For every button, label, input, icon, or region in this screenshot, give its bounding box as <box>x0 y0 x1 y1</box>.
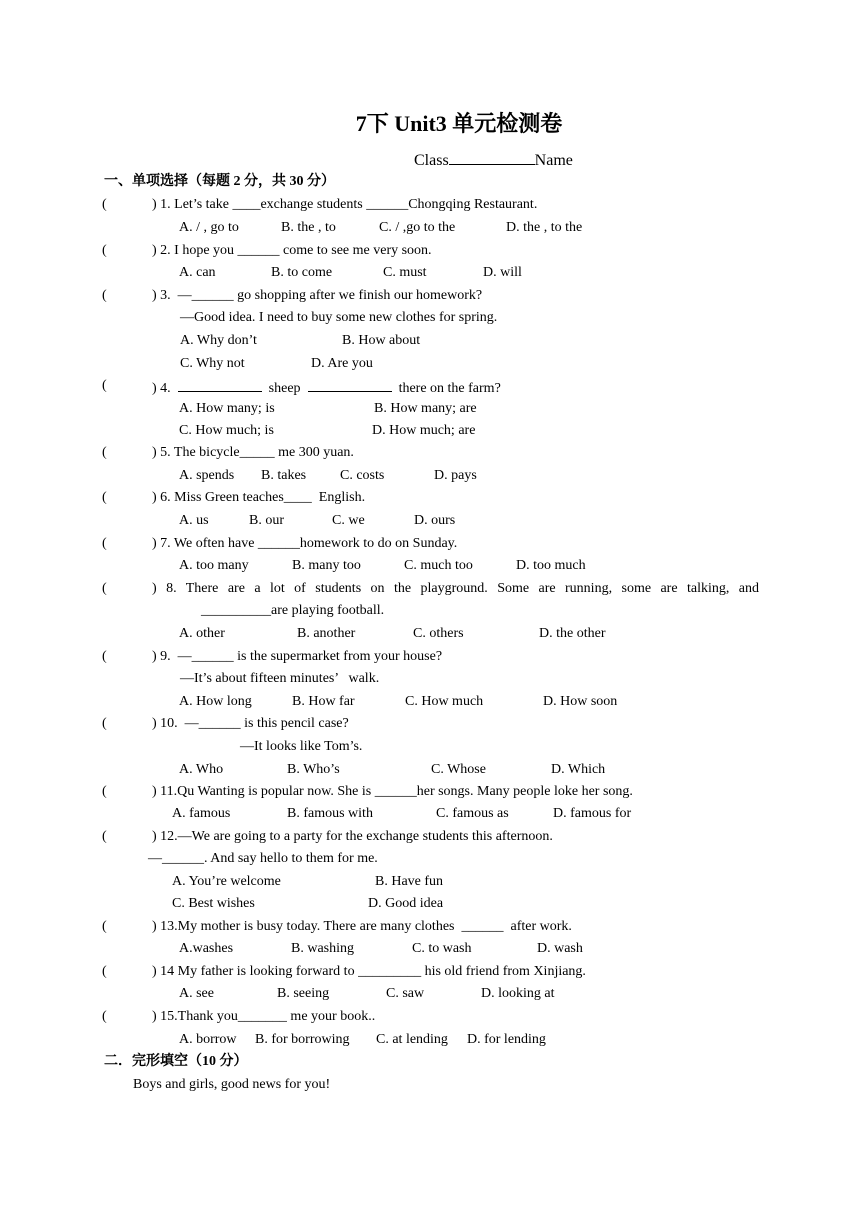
q9-option-a: A. How long <box>179 694 252 709</box>
name-label: Name <box>534 152 573 169</box>
q15-option-a: A. borrow <box>179 1032 237 1047</box>
question-14-stem: ) 14 My father is looking forward to _________ his old friend from Xinjiang. <box>152 964 586 979</box>
answer-paren: ( <box>102 581 107 596</box>
q2-option-b: B. to come <box>271 265 333 280</box>
q14-option-d: D. looking at <box>481 986 555 1001</box>
answer-paren: ( <box>102 964 107 979</box>
section-2-intro: Boys and girls, good news for you! <box>133 1077 331 1092</box>
question-4-stem <box>152 377 501 398</box>
question-10-reply: —It looks like Tom’s. <box>240 739 363 754</box>
class-label: Class <box>414 152 449 169</box>
question-11-stem: ) 11.Qu Wanting is popular now. She is ______her songs. Many people loke her song. <box>152 784 633 799</box>
q13-option-b: B. washing <box>291 941 354 956</box>
q8-option-a: A. other <box>179 626 225 641</box>
answer-paren: ( <box>102 536 107 551</box>
q6-option-a: A. us <box>179 513 209 528</box>
page-title: 7下 Unit3 单元检测卷 <box>355 111 563 136</box>
question-5-stem: ) 5. The bicycle_____ me 300 yuan. <box>152 445 354 460</box>
question-1-stem: ) 1. Let’s take ____exchange students ______Chongqing Restaurant. <box>152 197 538 212</box>
q4-option-a: A. How many; is <box>179 401 275 416</box>
class-name-line <box>414 150 573 171</box>
q3-option-d: D. Are you <box>311 356 373 371</box>
question-2-stem: ) 2. I hope you ______ come to see me very soon. <box>152 243 432 258</box>
q5-option-d: D. pays <box>434 468 477 483</box>
q6-option-d: D. ours <box>414 513 456 528</box>
q9-option-c: C. How much <box>405 694 484 709</box>
q11-option-a: A. famous <box>172 806 231 821</box>
q6-option-c: C. we <box>332 513 365 528</box>
q12-option-a: A. You’re welcome <box>172 874 281 889</box>
q12-option-b: B. Have fun <box>375 874 444 889</box>
q12-option-c: C. Best wishes <box>172 896 255 911</box>
section-1-heading: 一、单项选择（每题 2 分，共 30 分） <box>104 174 335 189</box>
q15-option-d: D. for lending <box>467 1032 546 1047</box>
q15-option-b: B. for borrowing <box>255 1032 350 1047</box>
answer-paren: ( <box>102 288 107 303</box>
q5-option-b: B. takes <box>261 468 307 483</box>
q4-stem-word: sheep <box>268 381 301 396</box>
q11-option-c: C. famous as <box>436 806 509 821</box>
q15-option-c: C. at lending <box>376 1032 448 1047</box>
question-8-continued: __________are playing football. <box>201 603 385 618</box>
q2-option-a: A. can <box>179 265 216 280</box>
q4-blank-1 <box>178 377 262 392</box>
class-blank <box>449 150 535 165</box>
q14-option-b: B. seeing <box>277 986 330 1001</box>
q4-stem-end: there on the farm? <box>398 381 501 396</box>
answer-paren: ( <box>102 716 107 731</box>
q5-option-a: A. spends <box>179 468 235 483</box>
answer-paren: ( <box>102 649 107 664</box>
q10-option-c: C. Whose <box>431 762 486 777</box>
q2-option-c: C. must <box>383 265 427 280</box>
q1-option-d: D. the , to the <box>506 220 583 235</box>
answer-paren: ( <box>102 197 107 212</box>
question-7-stem: ) 7. We often have ______homework to do on Sunday. <box>152 536 458 551</box>
question-3-stem: ) 3. —______ go shopping after we finish our homework? <box>152 288 483 303</box>
q9-option-d: D. How soon <box>543 694 618 709</box>
q8-option-d: D. the other <box>539 626 606 641</box>
answer-paren: ( <box>102 490 107 505</box>
q14-option-c: C. saw <box>386 986 425 1001</box>
q11-option-b: B. famous with <box>287 806 373 821</box>
answer-paren: ( <box>102 243 107 258</box>
q1-option-b: B. the , to <box>281 220 336 235</box>
answer-paren: ( <box>102 378 107 393</box>
answer-paren: ( <box>102 784 107 799</box>
q1-option-a: A. / , go to <box>179 220 239 235</box>
q3-option-c: C. Why not <box>180 356 245 371</box>
q4-option-b: B. How many; are <box>374 401 477 416</box>
answer-paren: ( <box>102 445 107 460</box>
q3-option-b: B. How about <box>342 333 421 348</box>
question-10-stem: ) 10. —______ is this pencil case? <box>152 716 349 731</box>
q1-option-c: C. / ,go to the <box>379 220 456 235</box>
q11-option-d: D. famous for <box>553 806 632 821</box>
q12-option-d: D. Good idea <box>368 896 444 911</box>
q4-blank-2 <box>308 377 392 392</box>
answer-paren: ( <box>102 1009 107 1024</box>
q13-option-d: D. wash <box>537 941 583 956</box>
q9-option-b: B. How far <box>292 694 355 709</box>
q7-option-d: D. too much <box>516 558 586 573</box>
question-3-reply: —Good idea. I need to buy some new clothes for spring. <box>180 310 498 325</box>
question-12-stem: ) 12.—We are going to a party for the exchange students this afternoon. <box>152 829 553 844</box>
question-9-stem: ) 9. —______ is the supermarket from your house? <box>152 649 443 664</box>
q8-option-b: B. another <box>297 626 356 641</box>
q13-option-c: C. to wash <box>412 941 472 956</box>
q3-option-a: A. Why don’t <box>180 333 257 348</box>
q10-option-d: D. Which <box>551 762 606 777</box>
q4-stem-number: ) 4. <box>152 381 171 396</box>
q14-option-a: A. see <box>179 986 214 1001</box>
q7-option-b: B. many too <box>292 558 361 573</box>
question-6-stem: ) 6. Miss Green teaches____ English. <box>152 490 366 505</box>
q7-option-a: A. too many <box>179 558 249 573</box>
q5-option-c: C. costs <box>340 468 385 483</box>
q8-option-c: C. others <box>413 626 464 641</box>
answer-paren: ( <box>102 919 107 934</box>
q6-option-b: B. our <box>249 513 284 528</box>
question-12-reply: —______. And say hello to them for me. <box>148 851 378 866</box>
q10-option-a: A. Who <box>179 762 224 777</box>
q7-option-c: C. much too <box>404 558 473 573</box>
q10-option-b: B. Who’s <box>287 762 340 777</box>
question-13-stem: ) 13.My mother is busy today. There are many clothes ______ after work. <box>152 919 572 934</box>
section-2-heading: 二．完形填空（10 分） <box>104 1054 248 1069</box>
question-8-stem: ) 8. There are a lot of students on the playground. Some are running, some are talking, and <box>152 581 759 596</box>
question-9-reply: —It’s about fifteen minutes’ walk. <box>180 671 380 686</box>
q13-option-a: A.washes <box>179 941 234 956</box>
q4-option-c: C. How much; is <box>179 423 274 438</box>
question-15-stem: ) 15.Thank you_______ me your book.. <box>152 1009 376 1024</box>
q4-option-d: D. How much; are <box>372 423 476 438</box>
q2-option-d: D. will <box>483 265 522 280</box>
answer-paren: ( <box>102 829 107 844</box>
